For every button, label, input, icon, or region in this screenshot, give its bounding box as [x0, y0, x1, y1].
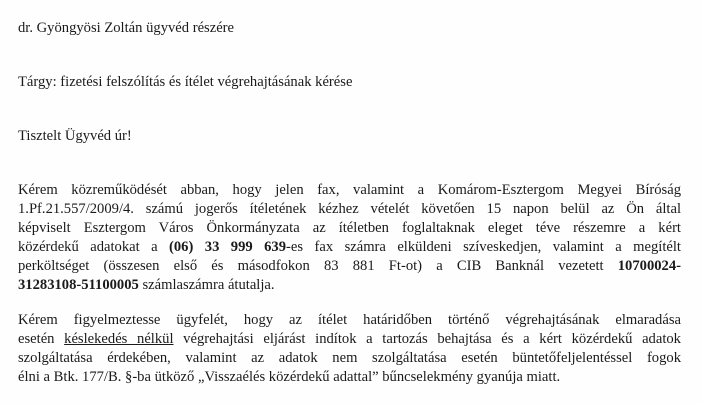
text-fragment: végrehajtási eljárást indítok a tartozás behajtása és a kért közérdekű adatok [173, 331, 681, 347]
text-fragment: perköltséget (összesen első és másodfokon 83 881 Ft-ot) a CIB Banknál vezetett [18, 258, 618, 274]
salutation: Tisztelt Ügyvéd úr! [18, 128, 132, 144]
bank-account-part2: 31283108-51100005 [18, 277, 139, 293]
paragraph-warning [18, 311, 681, 387]
paragraph-line: 1.Pf.21.557/2009/4. számú jogerős ítéletének kézhez vételét követően 15 napon belül az Ön által [18, 201, 681, 217]
paragraph-line: szolgáltatása érdekében, valamint az adatok nem szolgáltatása esetén büntetőfeljelentéssel fogok [18, 350, 681, 366]
paragraph-line [18, 330, 681, 349]
paragraph-line [18, 238, 681, 257]
recipient-line: dr. Gyöngyösi Zoltán ügyvéd részére [18, 20, 235, 36]
fax-number: (06) 33 999 639 [169, 239, 287, 255]
subject-line: Tárgy: fizetési felszólítás és ítélet végrehajtásának kérése [18, 74, 353, 90]
text-fragment: számlaszámra átutalja. [138, 277, 275, 293]
underlined-phrase: késlekedés nélkül [64, 331, 174, 347]
text-fragment: esetén [18, 331, 65, 347]
paragraph-line: élni a Btk. 177/B. §-ba ütköző „Visszaélés közérdekű adattal” bűncselekmény gyanúja miatt. [18, 369, 561, 385]
bank-account-part1: 10700024- [617, 258, 681, 274]
paragraph-request [18, 181, 681, 295]
paragraph-line: képviselt Esztergom Város Önkormányzata az ítéletben foglaltaknak eleget téve részemre a kért [18, 220, 681, 236]
text-fragment: -es fax számra elküldeni szíveskedjen, valamint a megítélt [286, 239, 681, 255]
paragraph-line [18, 276, 681, 295]
paragraph-line [18, 257, 681, 276]
text-fragment: közérdekű adatokat a [18, 239, 170, 255]
paragraph-line: Kérem közreműködését abban, hogy jelen fax, valamint a Komárom-Esztergom Megyei Bíróság [18, 182, 681, 198]
paragraph-line: Kérem figyelmeztesse ügyfelét, hogy az ítélet határidőben történő végrehajtásának elmaradása [18, 312, 681, 328]
